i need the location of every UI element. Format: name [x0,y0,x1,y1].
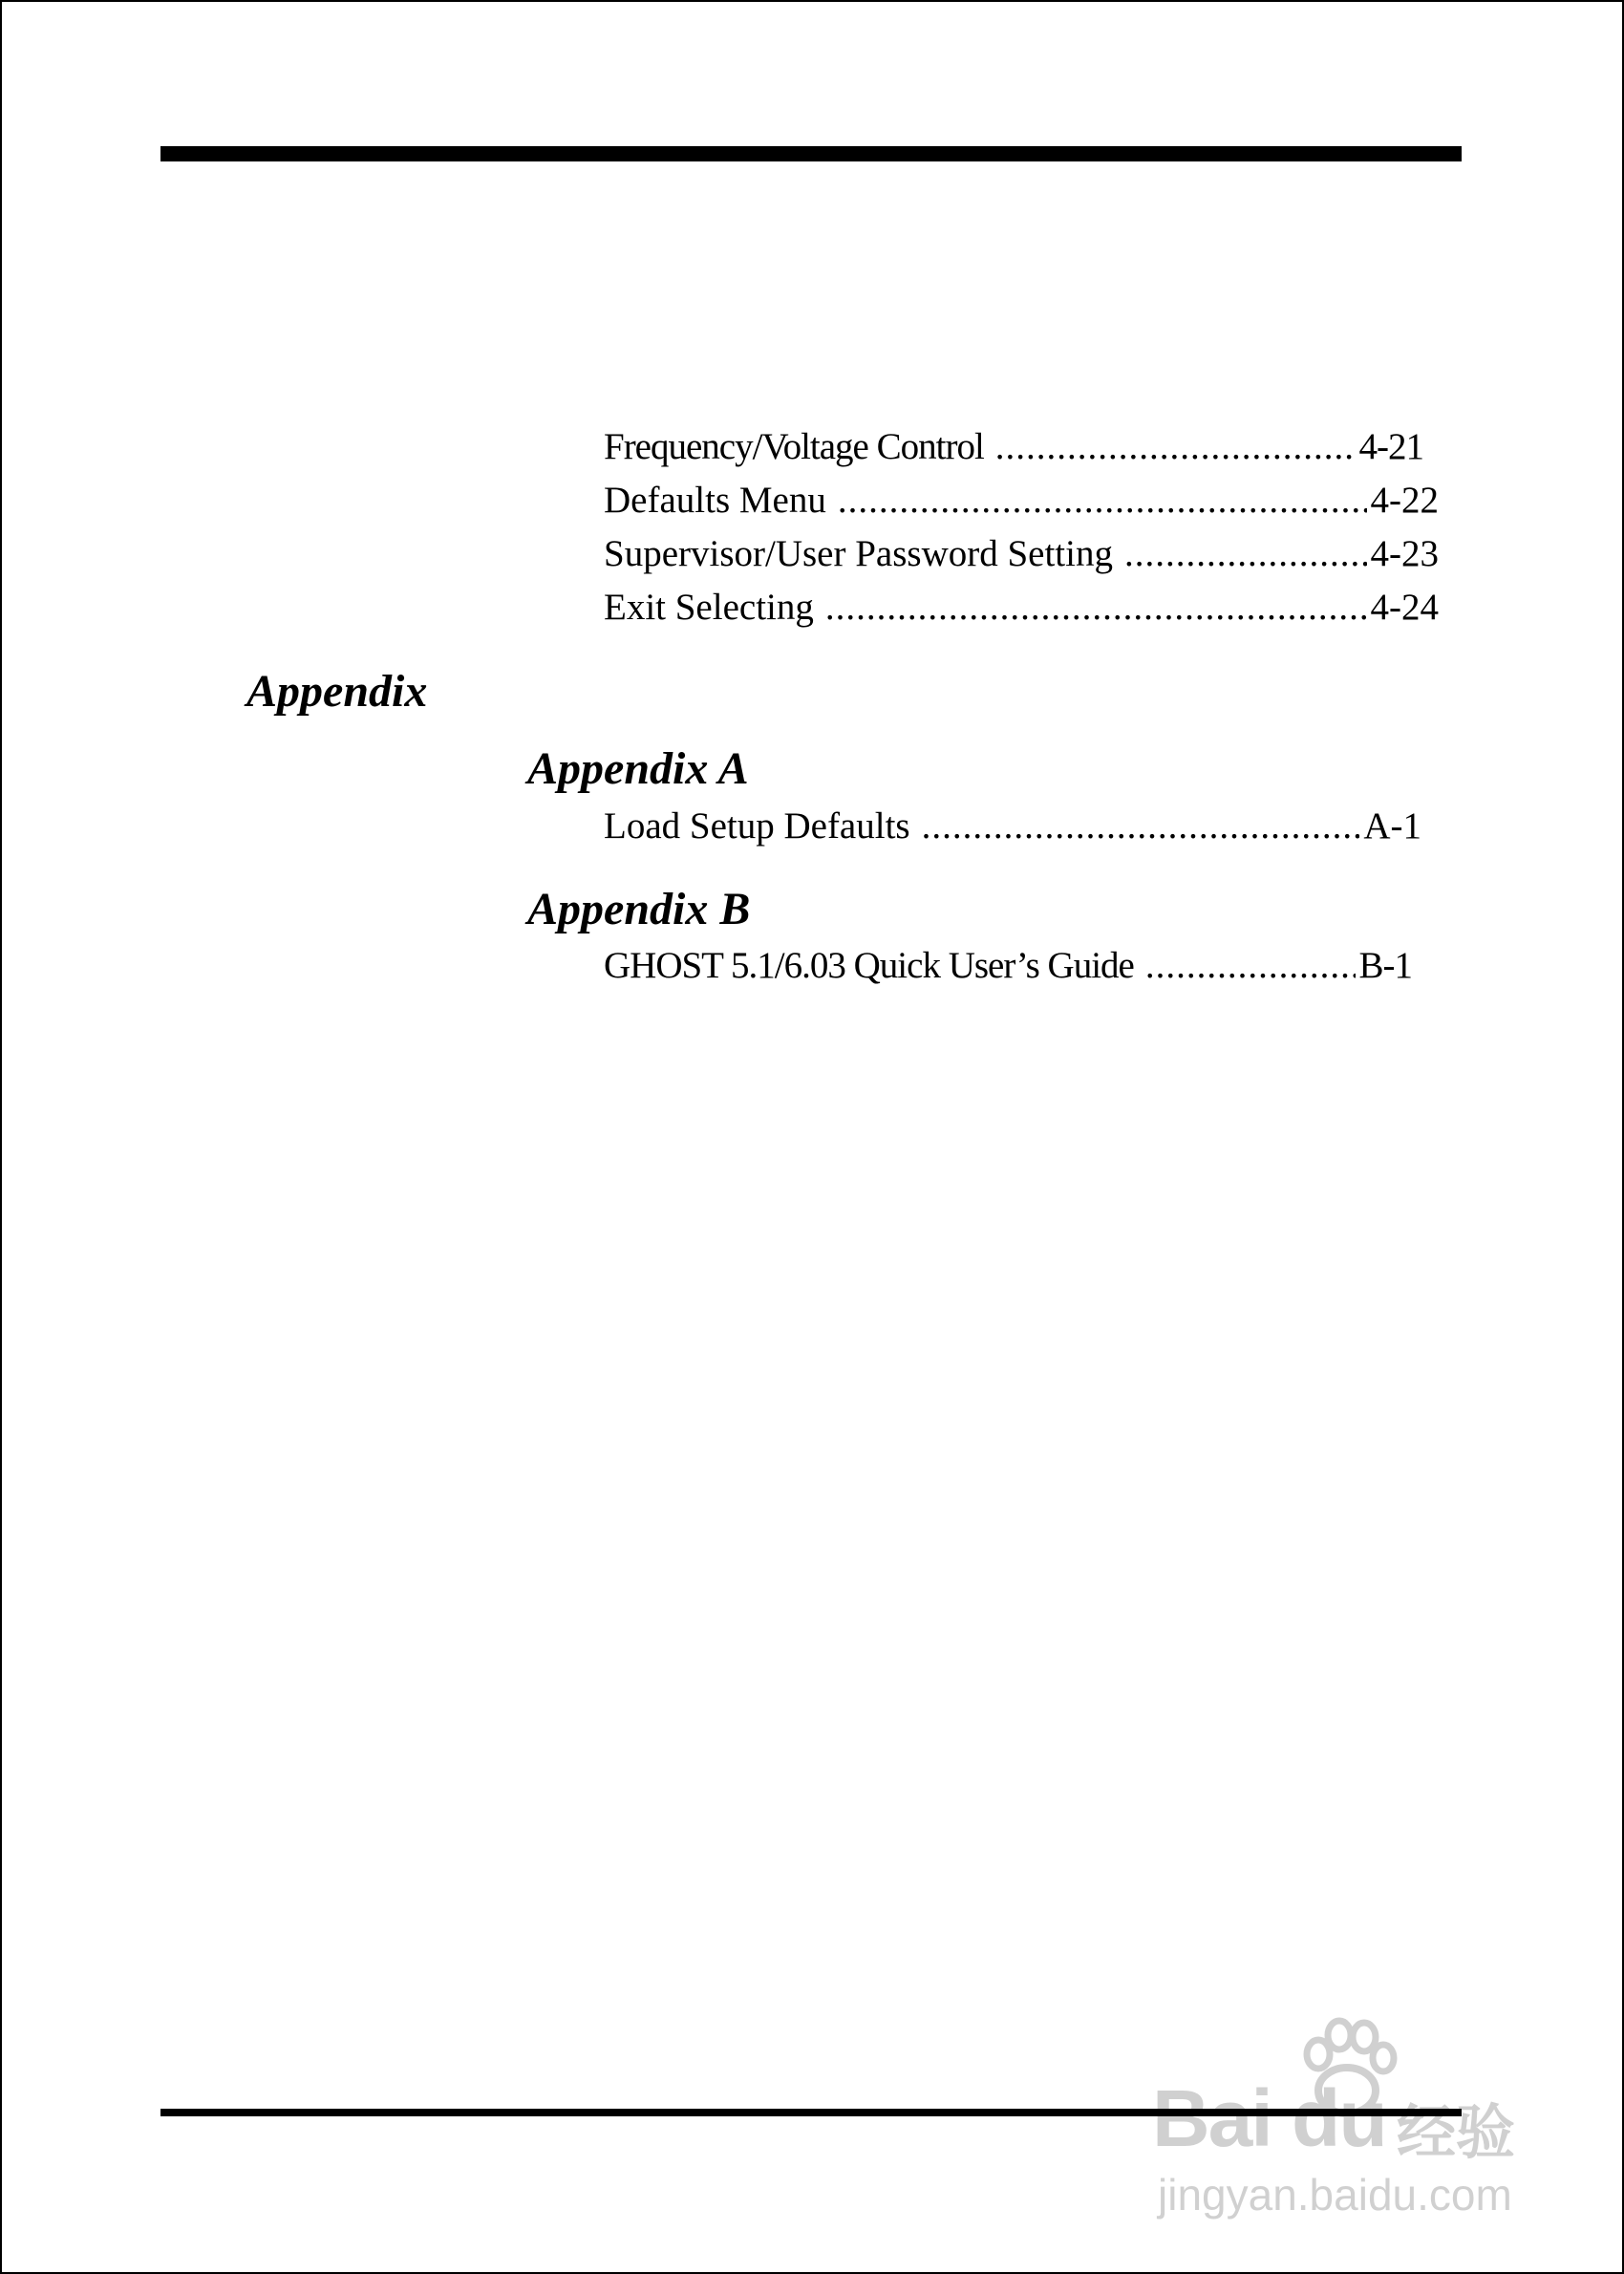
watermark [1146,2016,1528,2236]
toc-entry-page: 4-23 [1370,533,1439,574]
toc-entry-label: Load Setup Defaults [604,805,910,847]
toc-entry-label: Supervisor/User Password Setting [604,533,1113,574]
toc-entry-exit-selecting[interactable] [604,584,1439,632]
toc-entry-load-setup-defaults[interactable] [604,803,1421,850]
toc-leader-dots [1124,530,1367,578]
watermark-url: jingyan.baidu.com [1158,2170,1512,2220]
toc-entry-label: Defaults Menu [604,480,826,521]
watermark-brand: Bai du [1152,2073,1386,2163]
toc-leader-dots [825,584,1367,632]
toc-entry-page: 4-22 [1370,480,1439,521]
watermark-cn-text: 经验 [1397,2097,1516,2167]
toc-entry-label: Exit Selecting [604,587,814,628]
toc-leader-dots [1145,942,1356,990]
toc-entry-page: A-1 [1363,805,1421,847]
toc-leader-dots [922,803,1360,850]
top-rule [160,146,1462,161]
toc-leader-dots [838,477,1367,525]
toc-entry-page: 4-24 [1370,587,1439,628]
toc-entry-label: Frequency/Voltage Control [604,426,984,467]
toc-entry-label: GHOST 5.1/6.03 Quick User’s Guide [604,945,1134,986]
toc-entry-page: B-1 [1358,945,1412,986]
appendix-b-heading: Appendix B [527,884,751,934]
toc-entry-ghost-guide[interactable] [604,942,1412,990]
toc-entry-defaults-menu[interactable] [604,477,1439,525]
toc-entry-password-setting[interactable] [604,530,1439,578]
toc-leader-dots [995,423,1356,471]
appendix-a-heading: Appendix A [527,743,749,794]
toc-entry-page: 4-21 [1358,426,1423,467]
appendix-heading: Appendix [246,666,428,717]
toc-entry-frequency-voltage[interactable] [604,423,1423,471]
